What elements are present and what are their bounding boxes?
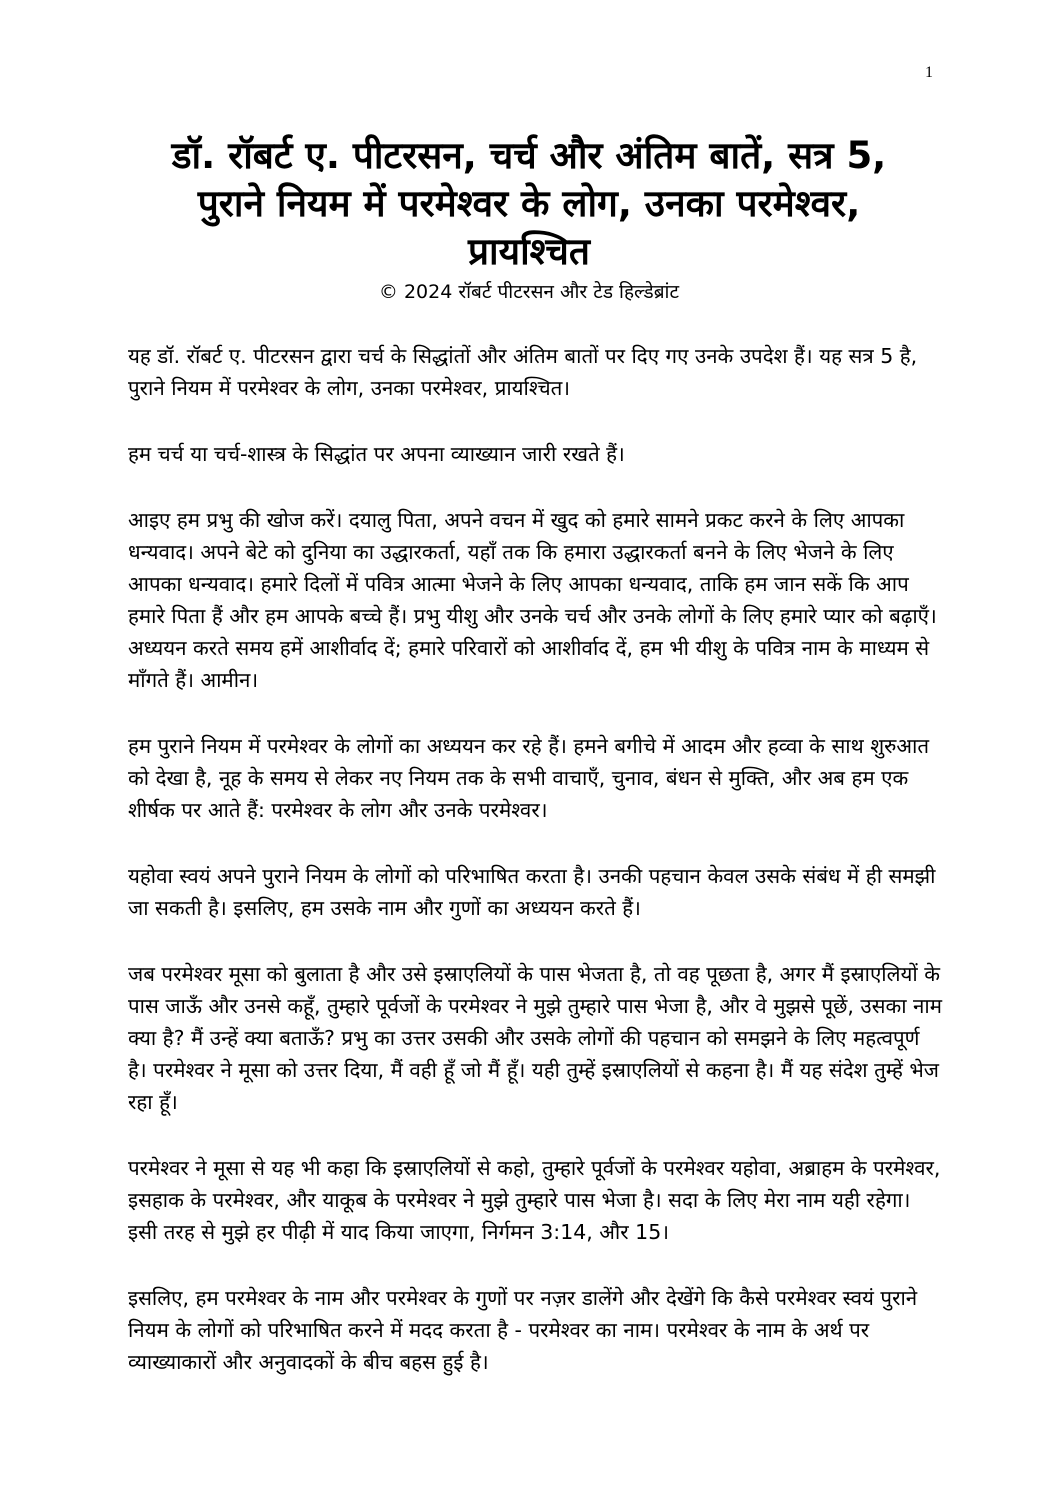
document-title: डॉ. रॉबर्ट ए. पीटरसन, चर्च और अंतिम बातें, सत्र 5, पुराने नियम में परमेश्वर के लोग, उनका परमेश्वर, प्रायश्चित <box>171 134 887 273</box>
paragraph-study-overview: हम पुराने नियम में परमेश्वर के लोगों का अध्ययन कर रहे हैं। हमने बगीचे में आदम और हव्वा के साथ शुरुआत को देखा है, नूह के समय से लेकर नए नियम तक के सभी वाचाएँ, चुनाव, बंधन से मुक्ति, और अब हम एक शीर्षक पर आते हैं: परमेश्वर के लोग और उनके परमेश्वर। <box>128 734 930 822</box>
copyright-line: © 2024 रॉबर्ट पीटरसन और टेड हिल्डेब्रांट <box>378 281 680 303</box>
paragraph-intro: यह डॉ. रॉबर्ट ए. पीटरसन द्वारा चर्च के सिद्धांतों और अंतिम बातों पर दिए गए उनके उपदेश हैं। यह सत्र 5 है, पुराने नियम में परमेश्वर के लोग, उनका परमेश्वर, प्रायश्चित। <box>128 344 918 400</box>
paragraph-prayer: आइए हम प्रभु की खोज करें। दयालु पिता, अपने वचन में खुद को हमारे सामने प्रकट करने के लिए आपका धन्यवाद। अपने बेटे को दुनिया का उद्धारकर्ता, यहाँ तक कि हमारा उद्धारकर्ता बनने के लिए भेजने के लिए आपका धन्यवाद। हमारे दिलों में पवित्र आत्मा भेजने के लिए आपका धन्यवाद, ताकि हम जान सकें कि आप हमारे पिता हैं और हम आपके बच्चे हैं। प्रभु यीशु और उनके चर्च और उनके लोगों के लिए हमारे प्यार को बढ़ाएँ। अध्ययन करते समय हमें आशीर्वाद दें; हमारे परिवारों को आशीर्वाद दें, हम भी यीशु के पवित्र नाम के माध्यम से माँगते हैं। आमीन। <box>128 508 937 692</box>
document-body <box>128 340 943 1412</box>
title-block <box>150 132 908 304</box>
paragraph-yahweh-defines: यहोवा स्वयं अपने पुराने नियम के लोगों को परिभाषित करता है। उनकी पहचान केवल उसके संबंध में ही समझी जा सकती है। इसलिए, हम उसके नाम और गुणों का अध्ययन करते हैं। <box>128 864 936 920</box>
paragraph-moses-calling: जब परमेश्वर मूसा को बुलाता है और उसे इस्राएलियों के पास भेजता है, तो वह पूछता है, अगर मैं इस्राएलियों के पास जाऊँ और उनसे कहूँ, तुम्हारे पूर्वजों के परमेश्वर ने मुझे तुम्हारे पास भेजा है, और वे मुझसे पूछें, उसका नाम क्या है? मैं उन्हें क्या बताऊँ? प्रभु का उत्तर उसकी और उसके लोगों की पहचान को समझने के लिए महत्वपूर्ण है। परमेश्वर ने मूसा को उत्तर दिया, मैं वही हूँ जो मैं हूँ। यही तुम्हें इस्राएलियों से कहना है। मैं यह संदेश तुम्हें भेज रहा हूँ। <box>128 962 942 1114</box>
paragraph-lecture-continue: हम चर्च या चर्च-शास्त्र के सिद्धांत पर अपना व्याख्यान जारी रखते हैं। <box>128 442 625 466</box>
paragraph-name-of-god: इसलिए, हम परमेश्वर के नाम और परमेश्वर के गुणों पर नज़र डालेंगे और देखेंगे कि कैसे परमेश्वर स्वयं पुराने नियम के लोगों को परिभाषित करने में मदद करता है - परमेश्वर का नाम। परमेश्वर के नाम के अर्थ पर व्याख्याकारों और अनुवादकों के बीच बहस हुई है। <box>128 1286 918 1374</box>
paragraph-exodus-quote: परमेश्वर ने मूसा से यह भी कहा कि इस्राएलियों से कहो, तुम्हारे पूर्वजों के परमेश्वर यहोवा, अब्राहम के परमेश्वर, इसहाक के परमेश्वर, और याकूब के परमेश्वर ने मुझे तुम्हारे पास भेजा है। सदा के लिए मेरा नाम यही रहेगा। इसी तरह से मुझे हर पीढ़ी में याद किया जाएगा, निर्गमन 3:14, और 15। <box>128 1156 941 1244</box>
page-number: 1 <box>925 64 933 81</box>
